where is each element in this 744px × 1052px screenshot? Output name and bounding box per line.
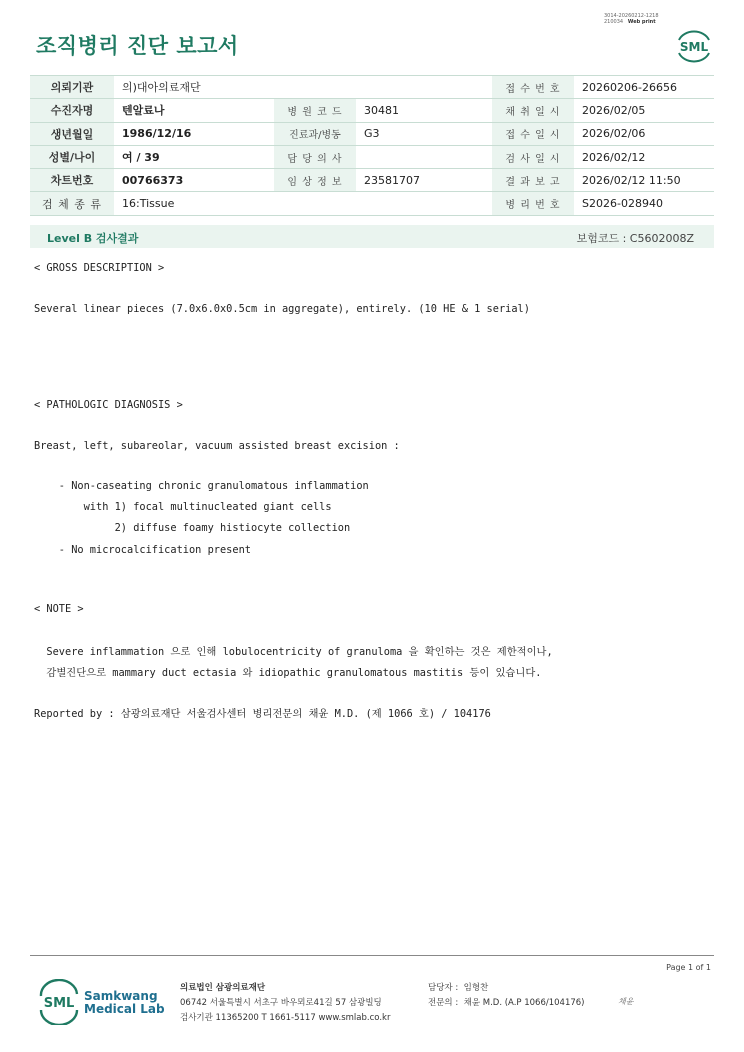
level-result-bar (30, 225, 714, 248)
brand-line1: Samkwang (84, 989, 158, 1003)
label-sex-age: 성별/나이 (30, 145, 114, 168)
staff-label: 담당자 : (428, 983, 459, 993)
value-test-date: 2026/02/12 (574, 145, 714, 168)
web-print-label: Web print (627, 19, 656, 25)
value-requesting-institution: 의)대아의료재단 (114, 76, 492, 99)
label-result-report: 결 과 보 고 (492, 169, 574, 192)
value-department: G3 (356, 122, 492, 145)
page-number: Page 1 of 1 (666, 963, 711, 972)
table-row (30, 122, 714, 145)
label-patient-name: 수진자명 (30, 99, 114, 122)
label-receipt-number: 접 수 번 호 (492, 76, 574, 99)
table-row (30, 192, 714, 215)
svg-text:SML: SML (679, 40, 709, 54)
brand-name (84, 990, 165, 1016)
label-department: 진료과/병동 (274, 122, 356, 145)
org-contact: 검사기관 11365200 T 1661-5117 www.smlab.co.kr (180, 1013, 391, 1023)
table-row (30, 99, 714, 122)
patient-info-table (30, 75, 714, 216)
label-receipt-date: 접 수 일 시 (492, 122, 574, 145)
diagnosis-line: 2) diffuse foamy histiocyte collection (34, 522, 351, 534)
label-attending-doctor: 담 당 의 사 (274, 145, 356, 168)
value-clinical-info: 23581707 (356, 169, 492, 192)
label-specimen-type: 검 체 종 류 (30, 192, 114, 215)
gross-description-header: < GROSS DESCRIPTION > (34, 262, 165, 274)
specialist-label: 전문의 : (428, 998, 459, 1008)
value-specimen-type: 16:Tissue (114, 192, 492, 215)
reported-by: Reported by : 삼광의료재단 서울검사센터 병리전문의 채윤 M.D. (제 1066 호) / 104176 (34, 708, 491, 720)
staff-name: 임형찬 (463, 983, 489, 993)
label-test-date: 검 사 일 시 (492, 145, 574, 168)
value-receipt-date: 2026/02/06 (574, 122, 714, 145)
brand-line2: Medical Lab (84, 1002, 165, 1016)
diagnosis-line: - No microcalcification present (34, 544, 251, 556)
value-attending-doctor (356, 145, 492, 168)
diagnosis-line: - Non-caseating chronic granulomatous inflammation (34, 480, 369, 492)
sml-logo-icon (673, 26, 715, 66)
value-chart-number: 00766373 (114, 169, 274, 192)
print-meta-line2: 210034 (604, 19, 624, 25)
gross-description-text: Several linear pieces (7.0x6.0x0.5cm in aggregate), entirely. (10 HE & 1 serial) (34, 303, 530, 315)
insurance-code: 보험코드 : C5602008Z (576, 232, 694, 245)
diagnosis-line: with 1) focal multinucleated giant cells (34, 501, 332, 513)
footer-org-info (180, 981, 390, 1026)
value-collection-date: 2026/02/05 (574, 99, 714, 122)
label-clinical-info: 임 상 정 보 (274, 169, 356, 192)
value-receipt-number: 20260206-26656 (574, 76, 714, 99)
specialist-name: 채윤 M.D. (A.P 1066/104176) (463, 998, 585, 1008)
value-result-report: 2026/02/12 11:50 (574, 169, 714, 192)
table-row (30, 145, 714, 168)
label-chart-number: 차트번호 (30, 169, 114, 192)
label-requesting-institution: 의뢰기관 (30, 76, 114, 99)
print-meta-line1: 3014-20260212-1218 (604, 13, 659, 19)
label-birth-date: 생년월일 (30, 122, 114, 145)
footer-staff (428, 981, 585, 1011)
diagnosis-site: Breast, left, subareolar, vacuum assisted breast excision : (34, 440, 400, 452)
print-meta (604, 13, 659, 25)
value-patient-name: 텐알료나 (114, 99, 274, 122)
label-pathology-number: 병 리 번 호 (492, 192, 574, 215)
label-collection-date: 채 취 일 시 (492, 99, 574, 122)
note-line: Severe inflammation 으로 인해 lobulocentricity of granuloma 을 확인하는 것은 제한적이나, (34, 646, 553, 658)
report-title: 조직병리 진단 보고서 (36, 34, 239, 58)
value-pathology-number: S2026-028940 (574, 192, 714, 215)
level-label: Level B 검사결과 (47, 232, 139, 245)
value-sex-age: 여 / 39 (114, 145, 274, 168)
note-line: 감별진단으로 mammary duct ectasia 와 idiopathic granulomatous mastitis 등이 있습니다. (34, 667, 542, 679)
org-address: 06742 서울특별시 서초구 바우뫼로41길 57 삼광빌딩 (180, 998, 382, 1008)
pathologic-diagnosis-header: < PATHOLOGIC DIAGNOSIS > (34, 399, 183, 411)
table-row (30, 169, 714, 192)
sml-logo-icon (36, 979, 82, 1025)
label-hospital-code: 병 원 코 드 (274, 99, 356, 122)
table-row (30, 76, 714, 99)
signature: 채윤 (618, 997, 634, 1006)
footer-divider (30, 955, 714, 956)
note-header: < NOTE > (34, 603, 84, 615)
value-hospital-code: 30481 (356, 99, 492, 122)
org-name: 의료법인 삼광의료재단 (180, 983, 266, 993)
svg-text:SML: SML (43, 996, 75, 1011)
value-birth-date: 1986/12/16 (114, 122, 274, 145)
